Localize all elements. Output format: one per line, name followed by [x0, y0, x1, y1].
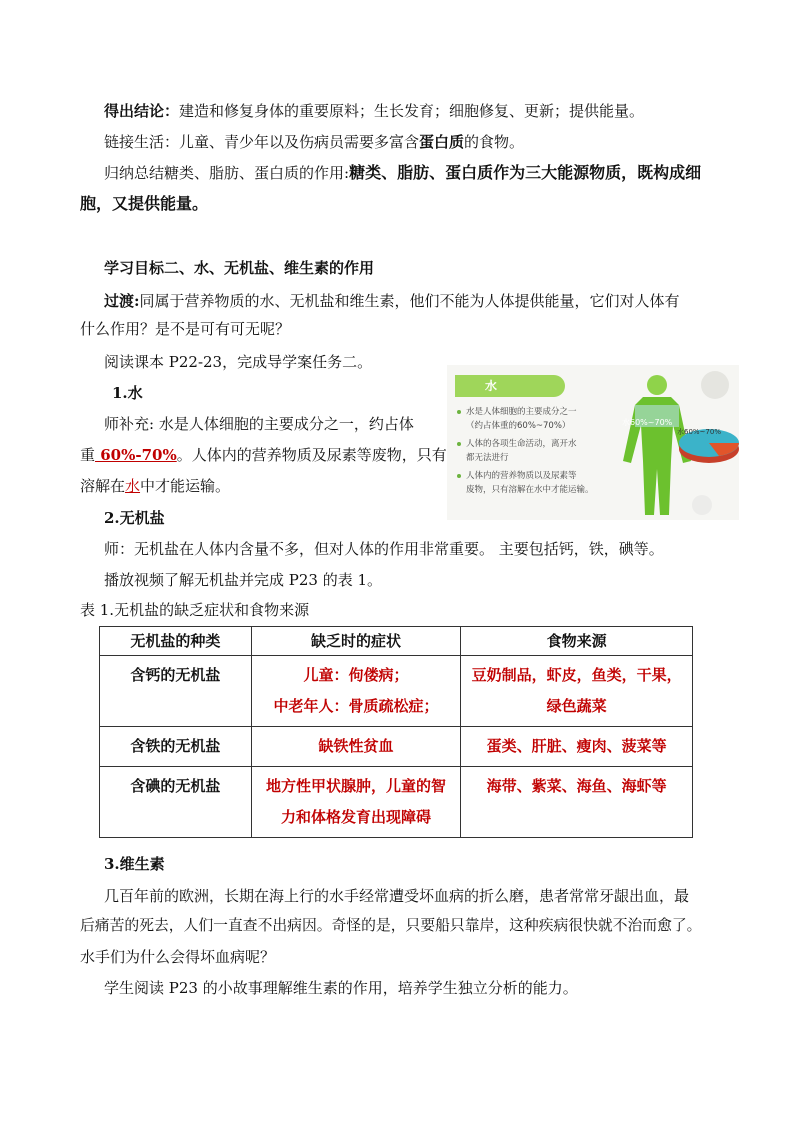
water-heading: 1.水 — [112, 384, 143, 402]
water-line-2a: 重 — [80, 446, 96, 464]
table-header-row — [100, 627, 693, 656]
slide-bullet-1a: 水是人体细胞的主要成分之一 — [466, 407, 577, 417]
mineral-kind: 含钙的无机盐 — [100, 656, 252, 727]
vitamins-line-2: 后痛苦的死去，人们一直查不出病因。奇怪的是，只要船只靠岸，这种疾病很快就不治而愈了。 — [80, 917, 702, 934]
life-link-tail: 的食物。 — [464, 133, 525, 151]
slide-bullet-2 — [457, 437, 637, 451]
water-line-1: 师补充: 水是人体细胞的主要成分之一，约占体 — [104, 415, 414, 433]
symptom-line: 缺铁性贫血 — [318, 737, 394, 755]
slide-bullet-2a: 人体的各项生命活动，离开水 — [466, 439, 577, 449]
food-line: 海带、紫菜、海鱼、海虾等 — [486, 777, 667, 795]
summary-lead: 归纳总结糖类、脂肪、蛋白质的作用: — [104, 164, 350, 182]
food-cell — [461, 656, 693, 727]
summary-line-2: 胞，又提供能量。 — [80, 194, 209, 213]
symptom-cell — [251, 656, 461, 727]
pie-percent-label: 水60%~70% — [677, 428, 721, 436]
slide-bullet-1b: （约占体重的60%~70%） — [466, 421, 571, 431]
vitamins-line-1: 几百年前的欧洲，长期在海上行的水手经常遭受坏血病的折么磨，患者常常牙龈出血，最 — [104, 887, 690, 905]
slide-tag: 水 — [455, 375, 565, 397]
conclusion-lead: 得出结论： — [104, 102, 180, 120]
symptom-line: 中老年人：骨质疏松症； — [273, 697, 439, 715]
table-row — [100, 727, 693, 767]
slide-bullet-3 — [457, 469, 637, 483]
food-cell — [461, 727, 693, 767]
header-kind: 无机盐的种类 — [100, 627, 252, 656]
table-row — [100, 767, 693, 838]
food-cell — [461, 767, 693, 838]
table-row — [100, 656, 693, 727]
life-link-line — [104, 131, 704, 153]
summary-bold-1: 糖类、脂肪、蛋白质作为三大能源物质，既构成细 — [349, 163, 702, 182]
food-line: 绿色蔬菜 — [546, 697, 607, 715]
summary-line-1 — [104, 162, 704, 184]
header-food: 食物来源 — [461, 627, 693, 656]
transition-lead: 过渡: — [104, 292, 140, 310]
water-slide-image — [447, 365, 739, 520]
symptom-line: 力和体格发育出现障碍 — [281, 808, 432, 826]
slide-bullets — [457, 405, 637, 497]
conclusion-line — [104, 100, 704, 122]
slide-bullet-3a: 人体内的营养物质以及尿素等 — [466, 471, 577, 481]
table-title: 表 1.无机盐的缺乏症状和食物来源 — [80, 601, 310, 619]
vitamins-line-4: 学生阅读 P23 的小故事理解维生素的作用，培养学生独立分析的能力。 — [104, 979, 578, 997]
section-title: 学习目标二、水、无机盐、维生素的作用 — [104, 259, 375, 277]
slide-bullet-2b: 都无法进行 — [466, 453, 509, 463]
minerals-table — [99, 626, 693, 838]
mineral-kind: 含铁的无机盐 — [100, 727, 252, 767]
body-percent-label: 水60%~70% — [622, 418, 673, 427]
transition-line-1 — [104, 290, 704, 312]
vitamins-line-3: 水手们为什么会得坏血病呢？ — [80, 948, 276, 966]
slide-bullet-3b: 废物，只有溶解在水中才能运输。 — [466, 485, 594, 495]
transition-line-2: 什么作用？是不是可有可无呢？ — [80, 320, 291, 338]
symptom-line: 儿童：佝偻病； — [303, 666, 409, 684]
symptom-cell — [251, 727, 461, 767]
water-line-3a: 溶解在 — [80, 477, 126, 495]
life-link-lead: 链接生活：儿童、青少年以及伤病员需要多富含 — [104, 133, 420, 151]
header-symptom: 缺乏时的症状 — [251, 627, 461, 656]
water-line-3b: 中才能运输。 — [140, 477, 231, 495]
reading-task: 阅读课本 P22-23，完成导学案任务二。 — [104, 353, 373, 371]
life-link-bold: 蛋白质 — [419, 133, 465, 151]
water-blank: 水 — [125, 477, 141, 495]
symptom-line: 地方性甲状腺肿，儿童的智 — [266, 777, 447, 795]
minerals-line-2: 播放视频了解无机盐并完成 P23 的表 1。 — [104, 571, 383, 589]
vitamins-heading: 3.维生素 — [104, 855, 165, 873]
transition-text-1: 同属于营养物质的水、无机盐和维生素，他们不能为人体提供能量，它们对人体有 — [139, 292, 680, 310]
food-line: 蛋类、肝脏、瘦肉、菠菜等 — [486, 737, 667, 755]
food-line: 豆奶制品，虾皮，鱼类，干果， — [471, 666, 682, 684]
minerals-line-1: 师：无机盐在人体内含量不多，但对人体的作用非常重要。 主要包括钙，铁，碘等。 — [104, 540, 664, 558]
water-percent-blank: 60%-70% — [95, 446, 177, 464]
slide-bullet-1 — [457, 405, 637, 419]
water-line-2b: 。人体内的营养物质及尿素等废物，只有 — [176, 446, 447, 464]
mineral-kind: 含碘的无机盐 — [100, 767, 252, 838]
conclusion-text: 建造和修复身体的重要原料；生长发育；细胞修复、更新；提供能量。 — [179, 102, 645, 120]
symptom-cell — [251, 767, 461, 838]
minerals-heading: 2.无机盐 — [104, 509, 165, 527]
